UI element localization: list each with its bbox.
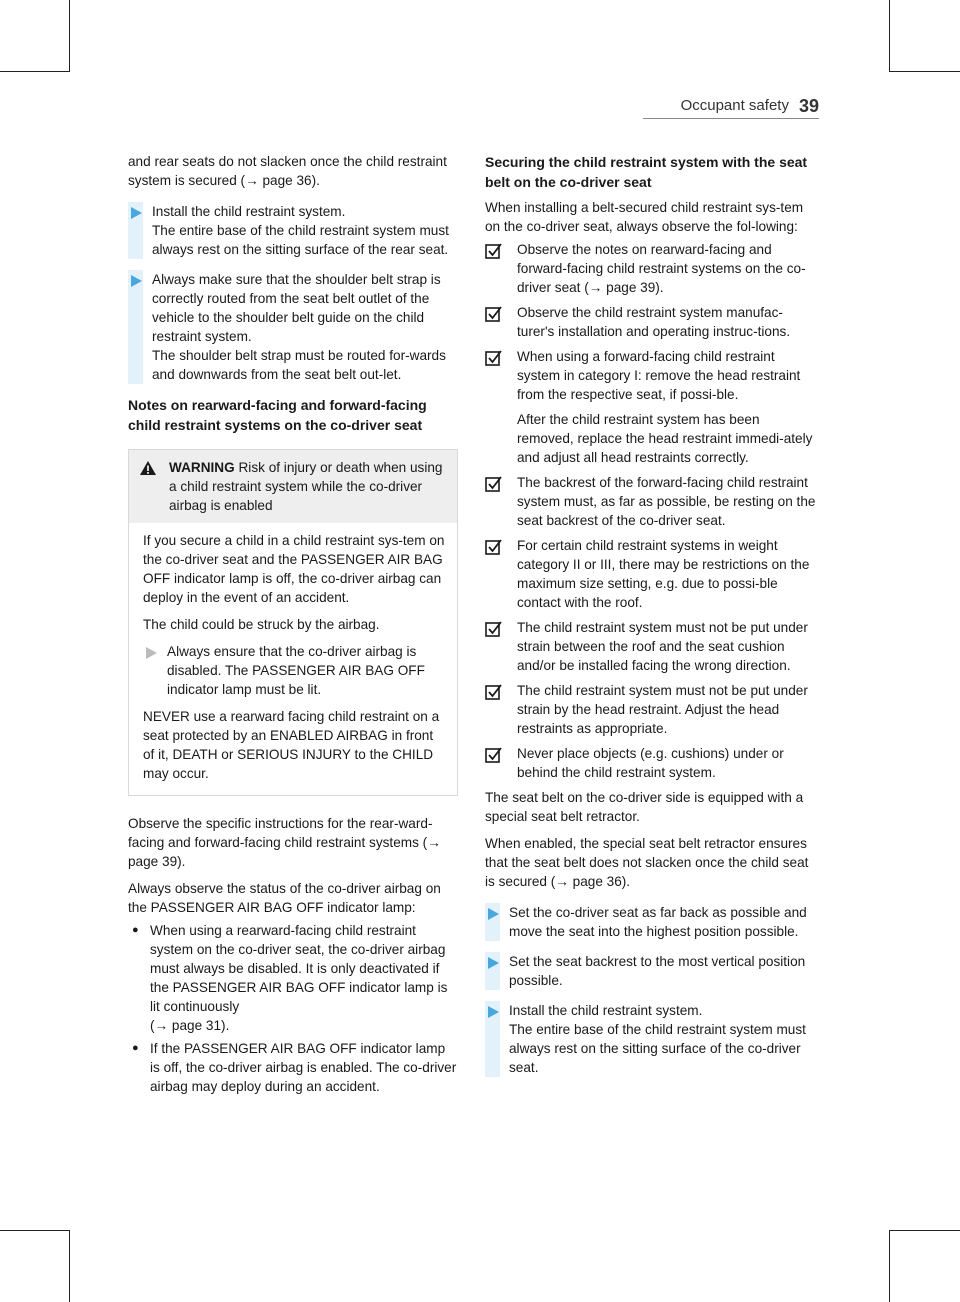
page-reference[interactable]: page 31). <box>171 1018 230 1033</box>
right-column <box>485 152 819 1088</box>
warning-body <box>129 523 457 795</box>
instruction-step <box>485 952 819 990</box>
step-text: Set the seat backrest to the most vertical position possible. <box>509 954 806 988</box>
arrow-icon: → <box>588 280 603 295</box>
warning-box <box>128 449 458 796</box>
crop-mark <box>0 1230 69 1231</box>
warning-paragraph: NEVER use a rearward facing child restraint on a seat protected by an ENABLED AIRBAG in front of it, DEATH or SERIOUS INJURY to the CHILD may occur. <box>143 709 440 781</box>
play-icon <box>131 275 142 287</box>
checklist <box>485 240 819 782</box>
body-paragraph: The seat belt on the co-driver side is equipped with a special seat belt retractor. <box>485 790 804 824</box>
bullet-icon: ● <box>132 924 139 936</box>
step-bar <box>143 642 158 699</box>
step-bar <box>485 903 500 941</box>
warning-header <box>129 450 457 523</box>
section-heading: Notes on rearward-facing and forward-facing child restraint systems on the co-driver seat <box>128 397 427 433</box>
crop-mark <box>69 1230 70 1302</box>
list-item: ● When using a rearward-facing child restraint system on the co-driver seat, the co-driver airbag must always be disabled. It is only deactivated if the PASSENGER AIR BAG OFF indicator lamp is lit continuously (→ page 31). <box>128 921 458 1035</box>
page-reference[interactable]: page 36). <box>262 173 320 188</box>
step-text: Install the child restraint system. The entire base of the child restraint system must always rest on the sitting surface of the rear seat. <box>152 204 449 257</box>
bullet-icon: ● <box>132 1042 139 1054</box>
intro-paragraph: When installing a belt-secured child restraint sys-tem on the co-driver seat, always observe the fol-lowing: <box>485 200 804 234</box>
warning-summary: Risk of injury or death when using a child restraint system while the co-driver airbag is enabled <box>169 460 443 513</box>
warning-step <box>143 642 447 699</box>
always-paragraph: Always observe the status of the co-driver airbag on the PASSENGER AIR BAG OFF indicator lamp: <box>128 881 441 915</box>
left-column <box>128 152 458 1100</box>
arrow-icon: → <box>245 173 259 188</box>
bullet-list <box>128 921 458 1096</box>
warning-title: WARNING <box>169 460 235 475</box>
checkbox-icon <box>485 303 517 341</box>
instruction-step <box>485 1001 819 1077</box>
checklist-item: When using a forward-facing child restraint system in category I: remove the head restraint from the respective seat, if possi-ble. After the child restraint system has been removed, replace the head restraint immedi-ately and adjust all head restraints correctly. <box>485 347 819 467</box>
checkbox-icon <box>485 618 517 675</box>
crop-mark <box>889 1230 890 1302</box>
intro-paragraph: and rear seats do not slacken once the child restraint system is secured (→ page 36). <box>128 154 447 188</box>
page-reference[interactable]: page 36). <box>572 874 631 889</box>
play-icon <box>131 207 142 219</box>
warning-paragraph: The child could be struck by the airbag. <box>143 617 380 632</box>
warning-triangle-icon <box>139 458 169 515</box>
step-bar <box>485 1001 500 1077</box>
page-number: 39 <box>798 96 819 116</box>
list-item: ● If the PASSENGER AIR BAG OFF indicator lamp is off, the co-driver airbag is enabled. The co-driver airbag may deploy during an accident. <box>128 1039 458 1096</box>
checklist-item: The backrest of the forward-facing child restraint system must, as far as possible, be resting on the seat backrest of the co-driver seat. <box>485 473 819 530</box>
page-reference[interactable]: page 39). <box>128 854 186 869</box>
crop-mark <box>889 71 960 72</box>
step-bar <box>485 952 500 990</box>
play-icon <box>488 1006 499 1018</box>
step-text: Install the child restraint system. The entire base of the child restraint system must always rest on the sitting surface of the co-driver seat. <box>509 1003 806 1075</box>
step-bar <box>128 270 143 384</box>
checkbox-icon <box>485 536 517 612</box>
checkbox-icon <box>485 744 517 782</box>
play-icon <box>488 957 499 969</box>
page-header <box>643 96 819 119</box>
checklist-item: Observe the child restraint system manufac-turer's installation and operating instruc-tions. <box>485 303 819 341</box>
body-paragraph: When enabled, the special seat belt retractor ensures that the seat belt does not slacken once the child seat is secured (→ page 36). <box>485 836 809 889</box>
checkbox-icon <box>485 473 517 530</box>
checklist-item: The child restraint system must not be put under strain by the head restraint. Adjust the head restraints as appropriate. <box>485 681 819 738</box>
play-icon <box>488 908 499 920</box>
section-heading: Securing the child restraint system with the seat belt on the co-driver seat <box>485 154 808 190</box>
step-text: Set the co-driver seat as far back as possible and move the seat into the highest position possible. <box>509 905 807 939</box>
instruction-step <box>128 202 458 259</box>
checklist-item: Never place objects (e.g. cushions) under or behind the child restraint system. <box>485 744 819 782</box>
play-icon <box>146 647 157 659</box>
observe-paragraph: Observe the specific instructions for the rear-ward-facing and forward-facing child restraint systems (→ page 39). <box>128 816 441 869</box>
arrow-icon: → <box>555 874 569 889</box>
checklist-item: Observe the notes on rearward-facing and forward-facing child restraint systems on the co-driver seat (→ page 39). <box>485 240 819 297</box>
checklist-item: The child restraint system must not be put under strain between the roof and the seat cushion and/or be installed facing the wrong direction. <box>485 618 819 675</box>
crop-mark <box>69 0 70 72</box>
checkbox-icon <box>485 240 517 297</box>
arrow-icon: → <box>154 1018 169 1033</box>
crop-mark <box>889 1230 960 1231</box>
step-text: Always ensure that the co-driver airbag is disabled. The PASSENGER AIR BAG OFF indicator lamp must be lit. <box>167 644 425 697</box>
checklist-item: For certain child restraint systems in weight category II or III, there may be restrictions on the maximum size setting, e.g. due to possi-ble contact with the roof. <box>485 536 819 612</box>
instruction-step <box>128 270 458 384</box>
checkbox-icon <box>485 347 517 467</box>
section-title: Occupant safety <box>680 97 789 114</box>
arrow-icon: → <box>427 835 441 850</box>
step-bar <box>128 202 143 259</box>
warning-paragraph: If you secure a child in a child restraint sys-tem on the co-driver seat and the PASSENGER AIR BAG OFF indicator lamp is off, the co-driver airbag can deploy in the event of an accident. <box>143 533 445 605</box>
page-reference[interactable]: page 39). <box>606 280 664 295</box>
crop-mark <box>0 71 69 72</box>
instruction-step <box>485 903 819 941</box>
checkbox-icon <box>485 681 517 738</box>
crop-mark <box>889 0 890 72</box>
step-text: Always make sure that the shoulder belt strap is correctly routed from the seat belt outlet of the vehicle to the shoulder belt guide on the child restraint system. The shoulder belt strap must be routed for-wards and downwards from the seat belt out-let. <box>152 272 446 382</box>
